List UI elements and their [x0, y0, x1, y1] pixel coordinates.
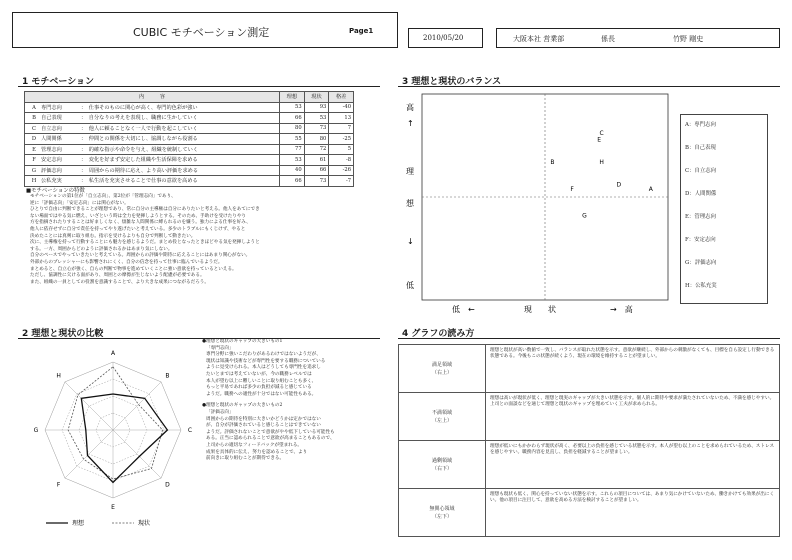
- text-line: モチベーションの第1位が「自立志向」、第2位が「管理志向」であり、: [30, 194, 176, 199]
- row-current: 80: [304, 134, 329, 145]
- row-code: D: [31, 136, 37, 143]
- row-content: D 人間関係 ： 仲間との関係を大切にし、協調しながら役割る: [25, 134, 280, 145]
- legend-ideal-label: 理想: [72, 520, 85, 527]
- region-position: （左上）: [431, 417, 452, 424]
- balance-point: D: [616, 181, 622, 189]
- legend-item: F：安定志向: [685, 237, 716, 243]
- legend-current-label: 現状: [138, 520, 151, 527]
- row-content: G 評価志向 ： 周囲からの期待に応え、より高い評価を求める: [25, 165, 280, 176]
- balance-point: E: [597, 136, 601, 144]
- balance-point: F: [570, 185, 574, 193]
- section2-title: 2 理想と現状の比較: [22, 329, 104, 339]
- radar-current-series: [68, 367, 163, 479]
- balance-point: G: [582, 212, 587, 220]
- x-axis-left-label: 低 ←: [452, 305, 475, 314]
- row-name: 安定志向: [41, 157, 62, 164]
- row-gap: -8: [329, 155, 354, 166]
- section4-rule: [398, 338, 780, 339]
- report-title: CUBIC モチベーション測定: [133, 26, 270, 39]
- row-name: 評価志向: [41, 167, 62, 174]
- row-desc: 仲間との関係を大切にし、協調しながら役割る: [88, 136, 198, 143]
- text-line: たいとまでは考えていないが、今の職務レベルでは: [206, 371, 312, 377]
- page-number: Page1: [349, 27, 374, 35]
- x-axis-right-label: → 高: [610, 305, 633, 314]
- row-current: 73: [304, 123, 329, 134]
- row-desc: 自分なりの考えを表現し、職務に生かしていく: [88, 115, 198, 122]
- x-axis-label: 現 状: [524, 305, 556, 314]
- row-current: 61: [304, 155, 329, 166]
- legend-item: B：自己表現: [685, 145, 716, 151]
- legend-item: C：自立志向: [685, 168, 717, 174]
- radar-axis-label: B: [165, 372, 170, 380]
- axis-low-label: 低: [406, 281, 414, 290]
- gap-comments: [202, 339, 382, 463]
- row-gap: -40: [329, 102, 354, 113]
- row-name: 専門志向: [41, 104, 62, 111]
- region-name: 過剰領域: [431, 457, 452, 464]
- row-code: C: [32, 125, 36, 132]
- table-row: [25, 102, 354, 113]
- balance-grid: [422, 94, 668, 300]
- row-current: 72: [304, 144, 329, 155]
- row-gap: 13: [329, 113, 354, 124]
- region-label-cell: [399, 441, 486, 489]
- region-label-cell: [399, 345, 486, 393]
- table-row: [399, 441, 780, 489]
- text-line: 本人が望む以上に難しいことに取り組むことも多く、: [206, 378, 317, 384]
- table-row: [25, 144, 354, 155]
- radar-chart: [28, 344, 198, 534]
- header-ideal: 理想: [280, 92, 305, 103]
- row-code: H: [31, 178, 37, 185]
- region-position: （右下）: [431, 465, 452, 472]
- row-content: F 安定志向 ： 変化を好まず安定した組織や生活保障を求める: [25, 155, 280, 166]
- row-content: B 自己表現 ： 自分なりの考えを表現し、職務に生かしていく: [25, 113, 280, 124]
- radar-grid: [45, 362, 181, 498]
- y-label-2: 想: [406, 199, 414, 208]
- table-row: [399, 345, 780, 393]
- department: 大阪本社 営業部: [513, 35, 565, 43]
- legend-item: E：管理志向: [685, 214, 716, 220]
- text-line: ない場面ではやる気に燃え、いざという時は全力を発揮しようとする。そのため、手助けを受けたりやり: [30, 213, 247, 219]
- section3-title: 3 理想と現状のバランス: [402, 77, 502, 87]
- header-person-box: [496, 28, 780, 48]
- text-line: ただし、協調性に欠ける面があり、周囲との摩擦が生じないよう配慮が必要である。: [30, 273, 205, 279]
- text-line: 成果を具体的に伝え、努力を認めることで、より: [206, 449, 308, 455]
- balance-point: B: [550, 159, 555, 166]
- header-title-box: [12, 12, 398, 48]
- region-position: （右上）: [431, 369, 452, 376]
- text-line: ある。正当に認められることで意欲が高まることもあるので、: [206, 436, 335, 442]
- radar-axis-label: F: [56, 481, 61, 489]
- row-name: 管理志向: [41, 146, 62, 153]
- row-code: A: [32, 104, 36, 111]
- text-line: また、組織の一員としての役割を意識することで、より大きな成果につながるだろう。: [30, 279, 209, 285]
- balance-points: [550, 130, 653, 219]
- table-row: [399, 489, 780, 537]
- header-date-box: [408, 28, 483, 48]
- text-line: 外部からのプレッシャーにも影響されにくく、自分の信念を持って仕事に臨んでいるようだ。: [30, 259, 223, 265]
- text-line: 自分のペースでやっていきたいと考えている。周囲からの評価や期待に応えることにはあまり関心がない。: [30, 253, 251, 259]
- table-row: [25, 155, 354, 166]
- gap1-title: ●理想と現状のギャップの大きいもの1: [202, 339, 283, 344]
- header-current: 現状: [304, 92, 329, 103]
- row-gap: -7: [329, 176, 354, 187]
- region-position: （左下）: [431, 513, 452, 520]
- job-position: 係長: [601, 35, 615, 43]
- text-line: ように見受けられる。本人はどうしても専門性を追求し: [206, 365, 321, 371]
- row-name: 人間関係: [41, 136, 62, 143]
- text-line: 周囲からの期待を特別に大きいかどうかは定かではない: [206, 416, 321, 422]
- row-ideal: 53: [280, 102, 305, 113]
- section1-rule: [18, 86, 380, 87]
- radar-axis-label: H: [56, 372, 61, 380]
- row-gap: -26: [329, 165, 354, 176]
- axis-down-arrow: ↓: [407, 237, 414, 246]
- radar-ideal-series: [81, 394, 167, 482]
- region-description: 理想と現状が高い数値で一致し、バランスが取れた状態を示す。意欲が継続し、外部からの刺激がなくても、目標を自ら設定し行動できる状態である。今後もこの状態が続くよう、現在の環境を維持することが望ましい。: [486, 345, 780, 393]
- reading-table: [398, 344, 780, 537]
- balance-point: C: [599, 130, 604, 138]
- balance-point: H: [599, 159, 604, 166]
- gap1-text: [202, 352, 382, 398]
- feature-title: ■モチベーションの特徴: [26, 188, 85, 194]
- row-name: 公私充実: [41, 178, 62, 185]
- row-current: 53: [304, 113, 329, 124]
- text-line: 決めたことには真剣に取り組む。指示を受けるよりも自分で判断して動きたい。: [30, 233, 196, 239]
- row-gap: -25: [329, 134, 354, 145]
- radar-axis-label: D: [165, 481, 170, 489]
- header-content: 内 容: [25, 92, 280, 103]
- region-name: 無関心領域: [429, 505, 455, 512]
- row-content: A 専門志向 ： 仕事そのものに関心が高く、専門的色彩が強い: [25, 102, 280, 113]
- region-description: 理想は高いが現状が低く、理想と現実のギャップが大きい状態を示す。個人的に期待や要求が満たされていないため、不満を感じやすい。上司との面談などを通じて理想と現状のギャップを埋めていく工夫が求められる。: [486, 393, 780, 441]
- row-current: 93: [304, 102, 329, 113]
- table-header-row: [25, 92, 354, 103]
- row-gap: 5: [329, 144, 354, 155]
- row-name: 自己表現: [41, 115, 62, 122]
- row-ideal: 40: [280, 165, 305, 176]
- gap2-text: [202, 417, 382, 463]
- row-code: B: [32, 115, 36, 122]
- text-line: する。一方、周囲からどのように評価されるかはあまり気にしない。: [30, 246, 173, 252]
- row-gap: 7: [329, 123, 354, 134]
- header-gap: 格差: [329, 92, 354, 103]
- axis-up-arrow: ↑: [407, 119, 414, 128]
- row-ideal: 66: [280, 113, 305, 124]
- row-content: C 自立志向 ： 他人に頼ることなく一人で行動を起こしていく: [25, 123, 280, 134]
- axis-high-label: 高: [406, 103, 414, 112]
- gap1-name: 「専門志向」: [206, 345, 234, 351]
- row-ideal: 55: [280, 134, 305, 145]
- row-ideal: 53: [280, 155, 305, 166]
- region-description: 理想も現状も低く、関心を持っていない状態を示す。これらの項目については、あまり気にかけていないため、働きかけても効果が出にくい。他の項目に注目して、意欲を高める方法を検討することが望ましい。: [486, 489, 780, 537]
- table-row: [399, 393, 780, 441]
- radar-axis-label: A: [110, 350, 116, 357]
- row-ideal: 66: [280, 176, 305, 187]
- gap2-title: ●理想と現状のギャップの大きいもの2: [202, 403, 283, 409]
- text-line: 現状は知識や技術などが専門性を要する職務についている: [206, 358, 326, 364]
- row-current: 66: [304, 165, 329, 176]
- legend-item: D：人間関係: [685, 191, 717, 197]
- text-line: ひとりで自由に判断できることが理想であり、常に自分の主導権は自分にありたいと考える。他人をあてにでき: [30, 207, 260, 213]
- report-date: 2010/05/20: [423, 34, 464, 42]
- region-label-cell: [399, 393, 486, 441]
- text-line: ようだ。評価されないことで意欲がやや低下している可能性も: [206, 429, 335, 435]
- text-line: が、自分が評価されていると感じることはできていない: [206, 423, 321, 429]
- region-label-cell: [399, 489, 486, 537]
- text-line: 他人に依存せずに自分で責任を持ってやり遂げたいと考えている。多少のトラブルにもくじけず、やると: [30, 226, 246, 232]
- gap2-name: 「評価志向」: [206, 409, 234, 415]
- table-row: [25, 165, 354, 176]
- row-desc: 他人に頼ることなく一人で行動を起こしていく: [88, 125, 198, 132]
- radar-axis-label: E: [111, 504, 115, 511]
- row-ideal: 80: [280, 123, 305, 134]
- text-line: 上司からの適切なフィードバックが望まれる。: [206, 442, 303, 448]
- radar-axis-label: C: [187, 427, 193, 434]
- person-name: 竹野 剛史: [673, 35, 704, 43]
- row-ideal: 77: [280, 144, 305, 155]
- table-row: [25, 113, 354, 124]
- region-description: 理想が低いにもかかわらず現状が高く、必要以上の負担を感じている状態を示す。本人が望む以上のことを求められているため、ストレスを感じやすい。職務内容を見直し、負担を軽減することが望ましい。: [486, 441, 780, 489]
- row-desc: 私生活を充実させることで仕事の意欲を高める: [88, 178, 198, 185]
- table-row: [25, 134, 354, 145]
- text-line: 前向きに取り組むことが期待できる。: [206, 456, 285, 462]
- balance-legend: [680, 114, 768, 304]
- table-row: [25, 176, 354, 187]
- legend-item: A：専門志向: [685, 122, 716, 128]
- legend-item: H：公私充実: [685, 283, 717, 289]
- row-desc: 変化を好まず安定した組織や生活保障を求める: [88, 157, 198, 164]
- row-current: 73: [304, 176, 329, 187]
- radar-axis-label: G: [33, 427, 39, 434]
- text-line: 次に、主導権を持って行動することにも魅力を感じるようだ。まとめ役となったときほどやる気を発揮しようと: [30, 240, 260, 246]
- row-code: F: [32, 157, 36, 164]
- region-name: 不満領域: [431, 409, 452, 416]
- text-line: ようだ。職務への適性が十分ではない可能性もある。: [206, 391, 317, 397]
- row-name: 自立志向: [41, 125, 62, 132]
- row-content: H 公私充実 ： 私生活を充実させることで仕事の意欲を高める: [25, 176, 280, 187]
- row-desc: 的確な指示や命令を与え、組織を統制していく: [88, 146, 199, 153]
- balance-point: A: [648, 185, 653, 193]
- region-name: 満足領域: [431, 361, 452, 368]
- section1-title: 1 モチベーション: [22, 77, 95, 87]
- section4-title: 4 グラフの読み方: [402, 329, 475, 339]
- row-code: E: [32, 146, 36, 153]
- row-desc: 仕事そのものに関心が高く、専門的色彩が強い: [88, 104, 198, 111]
- text-line: もっと平易であれば多少の負担が減ると感じている: [206, 385, 312, 391]
- row-content: E 管理志向 ： 的確な指示や命令を与え、組織を統制していく: [25, 144, 280, 155]
- text-line: 逆に「評価志向」「安定志向」には関心がない。: [30, 200, 129, 206]
- table-row: [25, 123, 354, 134]
- motivation-table: [24, 91, 354, 187]
- section3-rule: [398, 86, 780, 87]
- text-line: まとめると、自立心が強く、自らの判断で物事を進めていくことに強い意欲を持っているといえる。: [30, 266, 237, 272]
- row-code: G: [31, 167, 37, 174]
- text-line: 方を指摘されたりすることは好ましくなく、煩雑な人間関係に縛られるのを嫌う。独力による仕事を好み、: [30, 220, 251, 226]
- feature-text: [30, 194, 382, 286]
- y-label-1: 理: [406, 167, 414, 176]
- row-desc: 周囲からの期待に応え、より高い評価を求める: [88, 167, 199, 174]
- legend-item: G：評価志向: [685, 260, 717, 266]
- text-line: 専門分野に強いこだわりがあるわけではないようだが、: [206, 352, 321, 358]
